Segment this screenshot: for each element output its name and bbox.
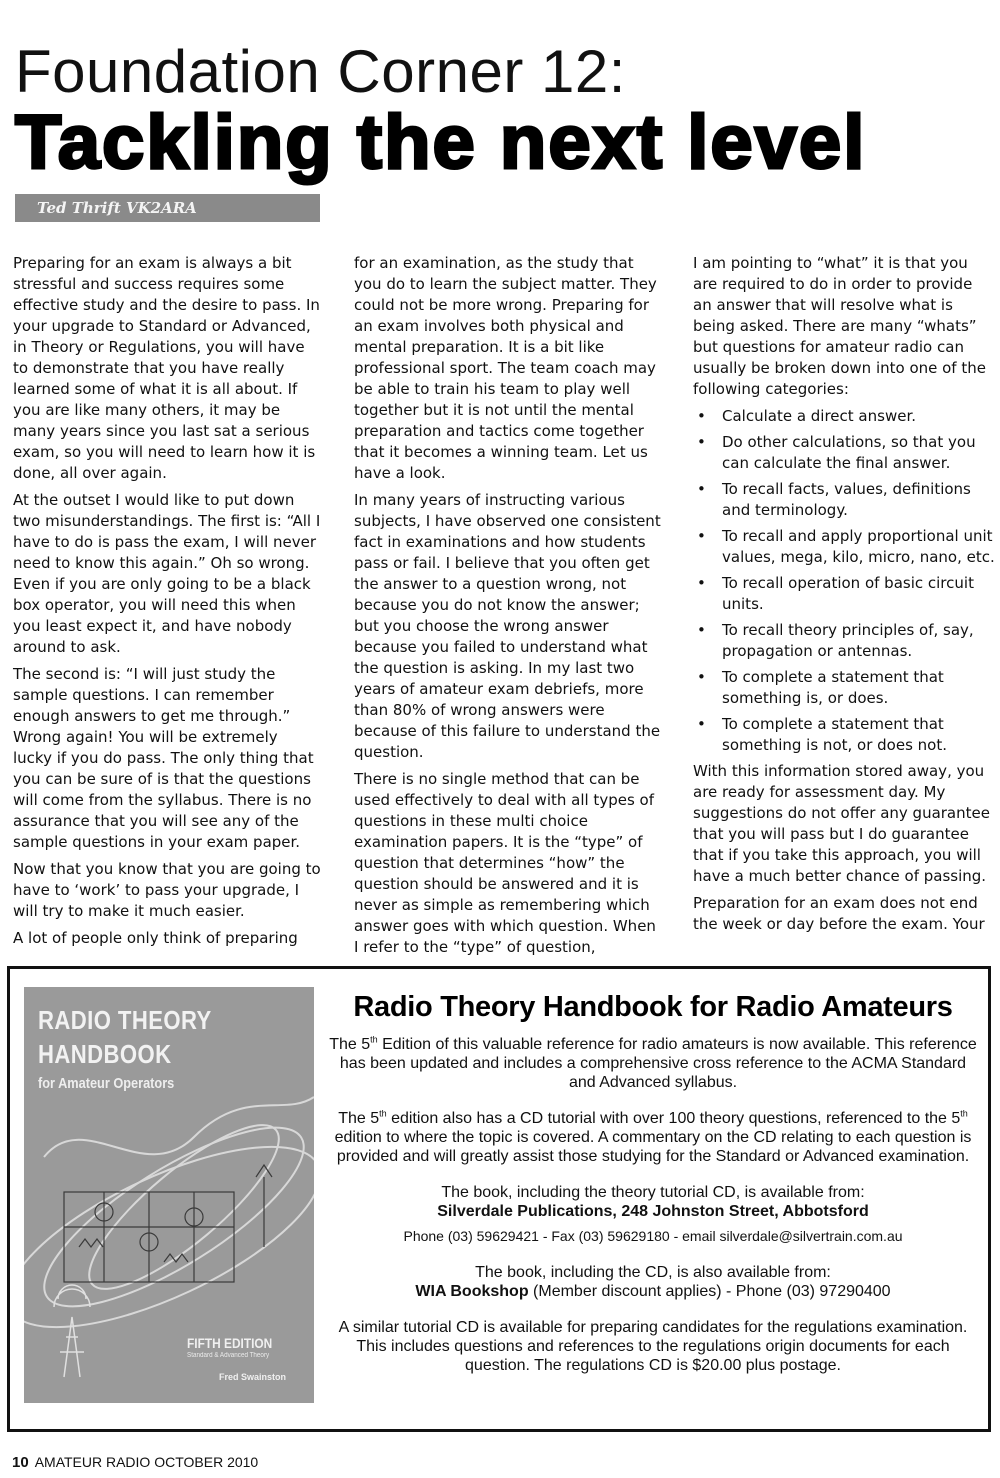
paragraph: With this information stored away, you are ready for assessment day. My suggestions do not offer any guarantee that you will pass but I do guarantee that if you take this approach, you will have a much better chance of passing. [693,762,990,885]
ad-availability: The book, including the CD, is also available from: WIA Bookshop (Member discount applies) - Phone (03) 97290400 [415,1264,891,1300]
advertisement-text [328,987,978,1392]
article-column-3 [693,253,995,941]
ad-paragraph: The 5th Edition of this valuable reference for radio amateurs is now available. This reference has been updated and includes a comprehensive cross reference to the ACMA Standard and Advanced syllabus. [329,1034,977,1091]
cover-title: RADIO THEORY HANDBOOK [38,1005,212,1069]
list-item: • To recall theory principles of, say, propagation or antennas. [693,620,995,662]
paragraph: for an examination, as the study that you do to learn the subject matter. They could not be more wrong. Preparing for an exam involves both physical and mental preparation. It is a bit like professional sport. The team coach may be able to train his team to play well together but it is not until the mental preparation and tactics come together that it becomes a winning team. Let us have a look. [354,254,657,482]
page-footer [12,1454,258,1471]
list-item: • Do other calculations, so that you can calculate the final answer. [693,432,995,474]
cover-edition-subtitle: Standard & Advanced Theory [187,1352,270,1359]
article-column-1 [13,253,321,955]
book-advertisement [7,966,991,1432]
bookshop-name: WIA Bookshop [415,1283,529,1300]
list-item: • Calculate a direct answer. [693,406,995,427]
paragraph: Preparation for an exam does not end the week or day before the exam. Your [693,894,985,933]
book-cover-image [24,987,314,1403]
publisher-address: Silverdale Publications, 248 Johnston Street, Abbotsford [437,1203,869,1220]
paragraph: I am pointing to “what” it is that you are required to do in order to provide an answer that will resolve what is being asked. There are many “whats” but questions for amateur radio can usually be broken down into one of the following categories: [693,254,986,398]
paragraph: At the outset I would like to put down two misunderstandings. The first is: “All I have to do is pass the exam, I will never need to know this again.” Oh so wrong. Even if you are only going to be a black box operator, you will need this when you least expect it, and have nobody around to ask. [13,491,321,656]
article-kicker: Foundation Corner 12: [15,38,626,105]
article-headline: Tackling the next level [15,100,867,185]
ad-availability: The book, including the theory tutorial CD, is available from: Silverdale Publications, 248 Johnston Street, Abbotsford [328,1183,978,1221]
paragraph: A lot of people only think of preparing [13,929,298,947]
author-byline: Ted Thrift VK2ARA [37,199,197,217]
paragraph: There is no single method that can be used effectively to deal with all types of questions in these multi choice examination papers. It is the “type” of question that determines “how” the question should be answered and it is never as simple as remembering which answer goes with which question. When I refer to the “type” of question, [354,770,656,956]
publication-info: AMATEUR RADIO OCTOBER 2010 [34,1454,259,1470]
list-item: • To complete a statement that something is, or does. [693,667,995,709]
cover-subtitle: for Amateur Operators [38,1075,175,1092]
cover-edition: FIFTH EDITION [187,1335,273,1351]
list-item: • To recall facts, values, definitions and terminology. [693,479,995,521]
paragraph: Preparing for an exam is always a bit stressful and success requires some effective study and the desire to pass. In your upgrade to Standard or Advanced, in Theory or Regulations, you will have to demonstrate that you have really learned some of what it is all about. If you are like many others, it may be many years since you last sat a serious exam, so you will need to learn how it is done, all over again. [13,254,320,482]
paragraph: The second is: “I will just study the sample questions. I can remember enough answers to get me through.” Wrong again! You will be extremely lucky if you do pass. The only thing that you can be sure of is that the questions will come from the syllabus. There is no assurance that you will see any of the sample questions in your exam paper. [13,665,314,851]
byline-bar [15,194,320,222]
list-item: • To complete a statement that something is not, or does not. [693,714,995,756]
question-categories-list [693,406,995,756]
article-column-2 [354,253,662,964]
ad-paragraph: The 5th edition also has a CD tutorial with over 100 theory questions, referenced to the 5th edition to where the topic is covered. A commentary on the CD relating to each question is provided and will greatly assist those studying for the Standard or Advanced examination. [334,1108,972,1165]
paragraph: Now that you know that you are going to have to ‘work’ to pass your upgrade, I will try to make it much easier. [13,860,321,920]
publisher-contact: Phone (03) 59629421 - Fax (03) 59629180 - email silverdale@silvertrain.com.au [403,1228,903,1244]
page-number: 10 [12,1454,29,1471]
list-item: • To recall operation of basic circuit units. [693,573,995,615]
ad-paragraph: A similar tutorial CD is available for preparing candidates for the regulations examination. This includes questions and references to the regulations origin documents for each question. The regulations CD is $20.00 plus postage. [338,1319,968,1374]
cover-author: Fred Swainston [219,1372,287,1382]
paragraph: In many years of instructing various subjects, I have observed one consistent fact in examinations and how students pass or fail. I believe that you often get the answer to a question wrong, not because you do not know the answer; but you choose the wrong answer because you failed to understand what the question is asking. In my last two years of amateur exam debriefs, more than 80% of wrong answers were because of this failure to understand the question. [354,491,661,761]
list-item: • To recall and apply proportional unit values, mega, kilo, micro, nano, etc. [693,526,995,568]
ad-title: Radio Theory Handbook for Radio Amateurs [353,991,953,1023]
